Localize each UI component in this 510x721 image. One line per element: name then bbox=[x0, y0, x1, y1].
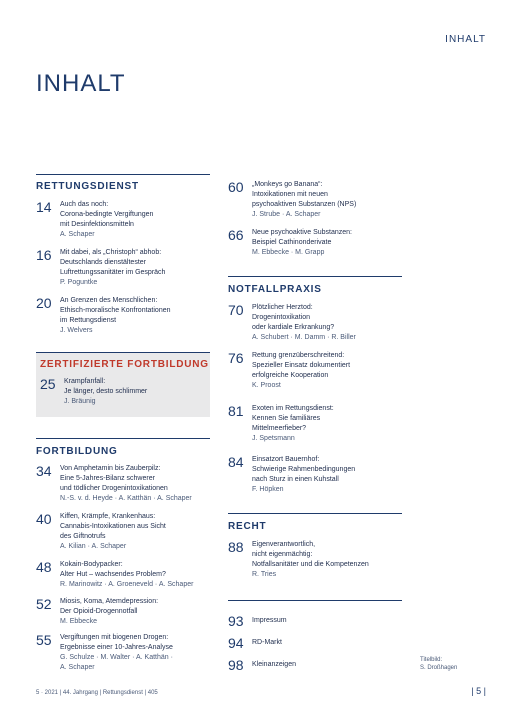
entry-title: Notfallsanitäter und die Kompetenzen bbox=[252, 561, 369, 568]
page-number: 66 bbox=[228, 227, 244, 243]
page-number-footer: | 5 | bbox=[471, 686, 486, 696]
entry-title: Eine 5-Jahres-Bilanz schwerer bbox=[60, 475, 155, 482]
entry-title: mit Desinfektionsmitteln bbox=[60, 221, 134, 228]
entry-title: nach Sturz in einen Kuhstall bbox=[252, 476, 339, 483]
section-rule bbox=[36, 174, 210, 175]
entry-author: R. Marinowitz · A. Groeneveld · A. Schaper bbox=[60, 581, 194, 588]
entry-author: J. Welvers bbox=[60, 327, 93, 334]
entry-title: Corona-bedingte Vergiftungen bbox=[60, 211, 154, 218]
entry-author: J. Spetsmann bbox=[252, 435, 295, 442]
toc-entry[interactable] bbox=[228, 351, 350, 391]
entry-title: RD-Markt bbox=[252, 639, 282, 646]
page-number: 76 bbox=[228, 350, 244, 366]
page-number: 40 bbox=[36, 511, 52, 527]
toc-entry[interactable] bbox=[36, 464, 192, 504]
section-heading-rettungsdienst: RETTUNGSDIENST bbox=[36, 181, 139, 192]
page-number: 60 bbox=[228, 179, 244, 195]
entry-title: Luftrettungssanitäter im Gespräch bbox=[60, 269, 166, 276]
toc-entry[interactable] bbox=[228, 658, 296, 672]
toc-entry[interactable] bbox=[36, 597, 158, 627]
entry-title: Vergiftungen mit biogenen Drogen: bbox=[60, 634, 169, 641]
page-number: 94 bbox=[228, 635, 244, 651]
page-number: 52 bbox=[36, 596, 52, 612]
entry-author: A. Schaper bbox=[60, 664, 95, 671]
page-number: 81 bbox=[228, 403, 244, 419]
entry-title: Neue psychoaktive Substanzen: bbox=[252, 229, 353, 236]
toc-entry[interactable] bbox=[36, 633, 173, 673]
entry-author: K. Proost bbox=[252, 382, 281, 389]
cover-credit bbox=[420, 656, 457, 672]
section-heading-notfallpraxis: NOTFALLPRAXIS bbox=[228, 284, 322, 295]
entry-title: und tödlicher Drogenintoxikationen bbox=[60, 485, 168, 492]
toc-entry[interactable] bbox=[36, 560, 193, 590]
entry-author: R. Tries bbox=[252, 571, 277, 578]
toc-entry[interactable] bbox=[228, 455, 355, 495]
page-number: 88 bbox=[228, 539, 244, 555]
toc-entry[interactable] bbox=[228, 614, 287, 628]
entry-title: An Grenzen des Menschlichen: bbox=[60, 297, 158, 304]
toc-entry[interactable] bbox=[40, 377, 147, 407]
toc-entry[interactable] bbox=[36, 512, 166, 552]
entry-title: Je länger, desto schlimmer bbox=[64, 388, 148, 395]
section-rule bbox=[228, 513, 402, 514]
running-header: INHALT bbox=[445, 34, 486, 45]
entry-title: Von Amphetamin bis Zauberpilz: bbox=[60, 465, 161, 472]
page-number: 25 bbox=[40, 376, 56, 392]
toc-entry[interactable] bbox=[228, 540, 369, 580]
entry-title: Alter Hut – wachsendes Problem? bbox=[60, 571, 166, 578]
entry-title: Krampfanfall: bbox=[64, 378, 106, 385]
entry-author: J. Strube · A. Schaper bbox=[252, 211, 321, 218]
entry-title: Drogenintoxikation bbox=[252, 314, 310, 321]
page-number: 20 bbox=[36, 295, 52, 311]
entry-title: Schwierige Rahmenbedingungen bbox=[252, 466, 356, 473]
entry-title: Eigenverantwortlich, bbox=[252, 541, 316, 548]
entry-title: Exoten im Rettungsdienst: bbox=[252, 405, 334, 412]
entry-author: J. Bräunig bbox=[64, 398, 96, 405]
toc-entry[interactable] bbox=[228, 636, 282, 650]
toc-entry[interactable] bbox=[228, 228, 352, 258]
entry-title: Kennen Sie familiäres bbox=[252, 415, 321, 422]
entry-title: Impressum bbox=[252, 617, 287, 624]
toc-entry[interactable] bbox=[36, 296, 171, 336]
entry-title: Mit dabei, als „Christoph“ abhob: bbox=[60, 249, 162, 256]
entry-author: N.-S. v. d. Heyde · A. Katthän · A. Schaper bbox=[60, 495, 192, 502]
entry-author: A. Schaper bbox=[60, 231, 95, 238]
entry-author: A. Schubert · M. Damm · R. Biller bbox=[252, 334, 356, 341]
page-number: 34 bbox=[36, 463, 52, 479]
page-number: 98 bbox=[228, 657, 244, 673]
section-rule bbox=[36, 438, 210, 439]
section-rule bbox=[228, 276, 402, 277]
credit-label: Titelbild: bbox=[420, 657, 443, 663]
entry-title: Kleinanzeigen bbox=[252, 661, 296, 668]
footer-issue: 5 · 2021 | 44. Jahrgang | Rettungsdienst | 405 bbox=[36, 690, 158, 696]
entry-title: Rettung grenzüberschreitend: bbox=[252, 352, 345, 359]
toc-entry[interactable] bbox=[228, 303, 356, 343]
entry-title: Beispiel Cathinonderivate bbox=[252, 239, 332, 246]
section-heading-zertifizierte: ZERTIFIZIERTE FORTBILDUNG bbox=[40, 359, 209, 370]
entry-title: Miosis, Koma, Atemdepression: bbox=[60, 598, 159, 605]
credit-name: S. Droßhagen bbox=[420, 665, 458, 671]
entry-title: Einsatzort Bauernhof: bbox=[252, 456, 320, 463]
entry-title: Ethisch-moralische Konfrontationen bbox=[60, 307, 171, 314]
entry-author: P. Poguntke bbox=[60, 279, 98, 286]
page-number: 16 bbox=[36, 247, 52, 263]
entry-title: Spezieller Einsatz dokumentiert bbox=[252, 362, 351, 369]
entry-title: „Monkeys go Banana“: bbox=[252, 181, 323, 188]
entry-title: nicht eigenmächtig: bbox=[252, 551, 313, 558]
toc-entry[interactable] bbox=[36, 200, 153, 240]
entry-title: erfolgreiche Kooperation bbox=[252, 372, 329, 379]
entry-title: Cannabis-Intoxikationen aus Sicht bbox=[60, 523, 166, 530]
page-number: 84 bbox=[228, 454, 244, 470]
page-number: 14 bbox=[36, 199, 52, 215]
entry-author: A. Kilian · A. Schaper bbox=[60, 543, 127, 550]
entry-title: Ergebnisse einer 10-Jahres-Analyse bbox=[60, 644, 173, 651]
entry-title: Auch das noch: bbox=[60, 201, 109, 208]
section-heading-fortbildung: FORTBILDUNG bbox=[36, 446, 118, 457]
entry-title: Plötzlicher Herztod: bbox=[252, 304, 313, 311]
entry-title: Der Opioid-Drogennotfall bbox=[60, 608, 138, 615]
entry-title: psychoaktiven Substanzen (NPS) bbox=[252, 201, 357, 208]
entry-title: oder kardiale Erkrankung? bbox=[252, 324, 335, 331]
page-number: 93 bbox=[228, 613, 244, 629]
entry-author: M. Ebbecke · M. Grapp bbox=[252, 249, 325, 256]
page-number: 70 bbox=[228, 302, 244, 318]
toc-entry[interactable] bbox=[228, 404, 334, 444]
page-number: 48 bbox=[36, 559, 52, 575]
entry-title: des Giftnotrufs bbox=[60, 533, 106, 540]
page-title: INHALT bbox=[36, 70, 126, 97]
entry-title: Intoxikationen mit neuen bbox=[252, 191, 328, 198]
section-heading-recht: RECHT bbox=[228, 521, 267, 532]
entry-title: Deutschlands dienstältester bbox=[60, 259, 146, 266]
entry-title: Kokain-Bodypacker: bbox=[60, 561, 123, 568]
entry-author: M. Ebbecke bbox=[60, 618, 97, 625]
entry-author: G. Schulze · M. Walter · A. Katthän · bbox=[60, 654, 173, 661]
toc-entry[interactable] bbox=[228, 180, 356, 220]
section-rule bbox=[228, 600, 402, 601]
page-number: 55 bbox=[36, 632, 52, 648]
entry-title: Mittelmeerfieber? bbox=[252, 425, 307, 432]
toc-entry[interactable] bbox=[36, 248, 165, 288]
entry-author: F. Höpken bbox=[252, 486, 284, 493]
entry-title: Kiffen, Krämpfe, Krankenhaus: bbox=[60, 513, 156, 520]
entry-title: im Rettungsdienst bbox=[60, 317, 117, 324]
